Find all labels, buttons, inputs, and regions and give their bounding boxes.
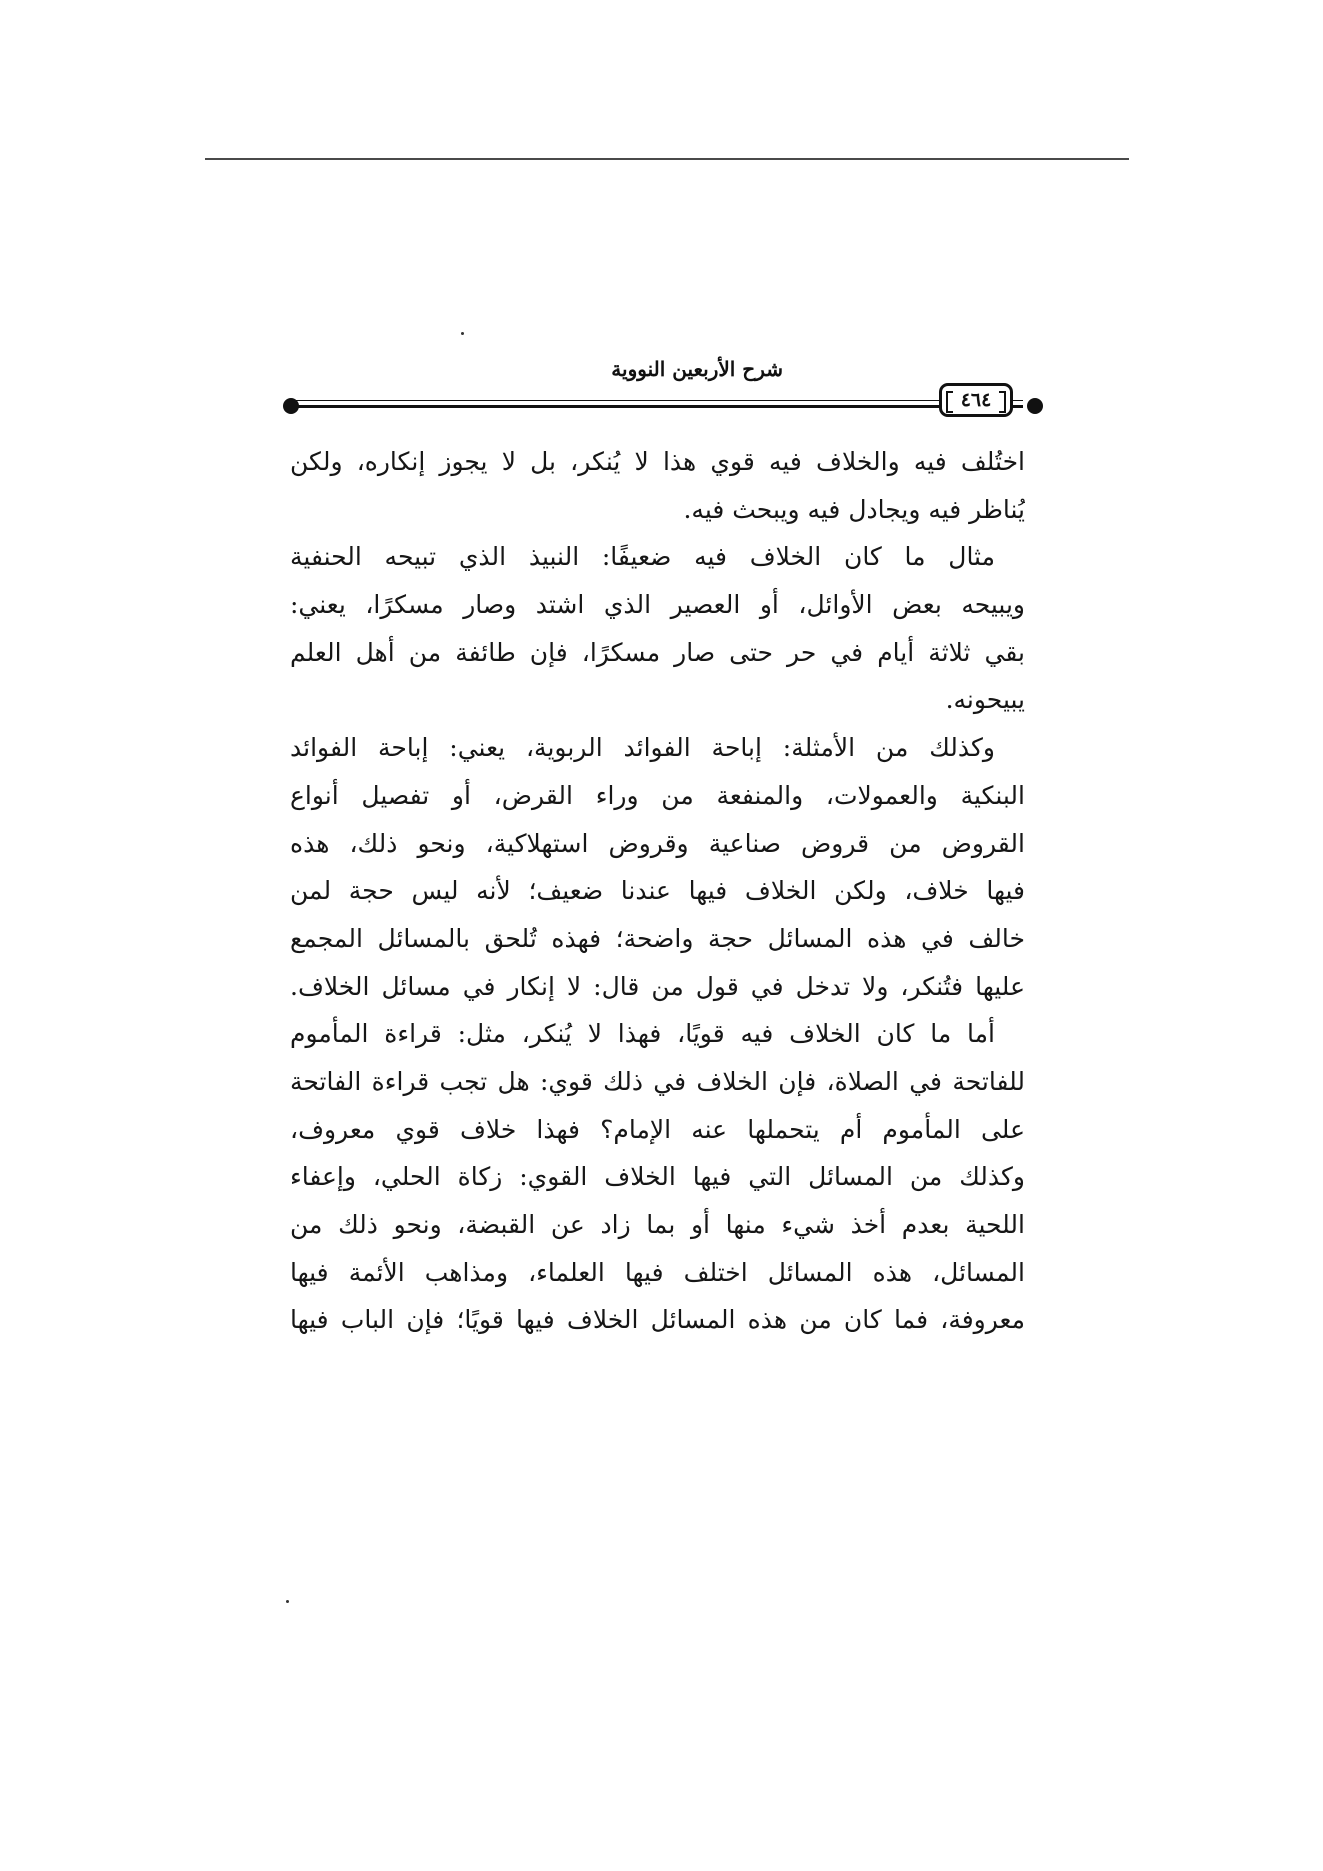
running-title: شرح الأربعين النووية — [611, 357, 783, 381]
text-line: البنكية والعمولات، والمنفعة من وراء القرض، أو تفصيل أنواع — [290, 780, 1025, 810]
text-line: معروفة، فما كان من هذه المسائل الخلاف فيها قويًا؛ فإن الباب فيها — [290, 1305, 1025, 1335]
running-header — [283, 355, 1043, 417]
text-line: اختُلف فيه والخلاف فيه قوي هذا لا يُنكر، بل لا يجوز إنكاره، ولكن — [290, 447, 1025, 476]
page-number-box — [939, 383, 1013, 417]
scan-speck — [286, 1600, 289, 1603]
text-line: مثال ما كان الخلاف فيه ضعيفًا: النبيذ الذي تبيحه الحنفية — [290, 542, 995, 572]
text-line: للفاتحة في الصلاة، فإن الخلاف في ذلك قوي: هل تجب قراءة الفاتحة — [290, 1066, 1025, 1096]
text-line: أما ما كان الخلاف فيه قويًا، فهذا لا يُنكر، مثل: قراءة المأموم — [290, 1019, 995, 1049]
header-rule — [291, 405, 1023, 408]
text-line: القروض من قروض صناعية وقروض استهلاكية، ونحو ذلك، هذه — [290, 828, 1025, 858]
header-rule-end-dot — [283, 398, 299, 414]
text-line: عليها فتُنكر، ولا تدخل في قول من قال: لا إنكار في مسائل الخلاف. — [290, 971, 1025, 1001]
header-rule-end-dot — [1027, 398, 1043, 414]
top-border-rule — [205, 158, 1129, 160]
text-line: فيها خلاف، ولكن الخلاف فيها عندنا ضعيف؛ لأنه ليس حجة لمن — [290, 876, 1025, 906]
text-line: يُناظر فيه ويجادل فيه ويبحث فيه. — [683, 494, 1025, 524]
text-line: خالف في هذه المسائل حجة واضحة؛ فهذه تُلحق بالمسائل المجمع — [290, 923, 1025, 953]
text-line: اللحية بعدم أخذ شيء منها أو بما زاد عن القبضة، ونحو ذلك من — [290, 1210, 1025, 1239]
page-body — [290, 438, 1025, 1533]
text-line: بقي ثلاثة أيام في حر حتى صار مسكرًا، فإن طائفة من أهل العلم — [290, 637, 1025, 667]
header-rule-thin — [291, 400, 1023, 401]
text-line: وكذلك من الأمثلة: إباحة الفوائد الربوية، يعني: إباحة الفوائد — [290, 733, 995, 763]
page-number: ٤٦٤ — [960, 389, 992, 411]
text-line: على المأموم أم يتحملها عنه الإمام؟ فهذا خلاف قوي معروف، — [290, 1114, 1025, 1144]
text-line: المسائل، هذه المسائل اختلف فيها العلماء، ومذاهب الأئمة فيها — [290, 1257, 1025, 1287]
scan-speck — [461, 332, 464, 335]
text-line: ويبيحه بعض الأوائل، أو العصير الذي اشتد وصار مسكرًا، يعني: — [290, 590, 1025, 620]
text-line: يبيحونه. — [945, 685, 1025, 715]
text-line: وكذلك من المسائل التي فيها الخلاف القوي: زكاة الحلي، وإعفاء — [290, 1162, 1025, 1192]
